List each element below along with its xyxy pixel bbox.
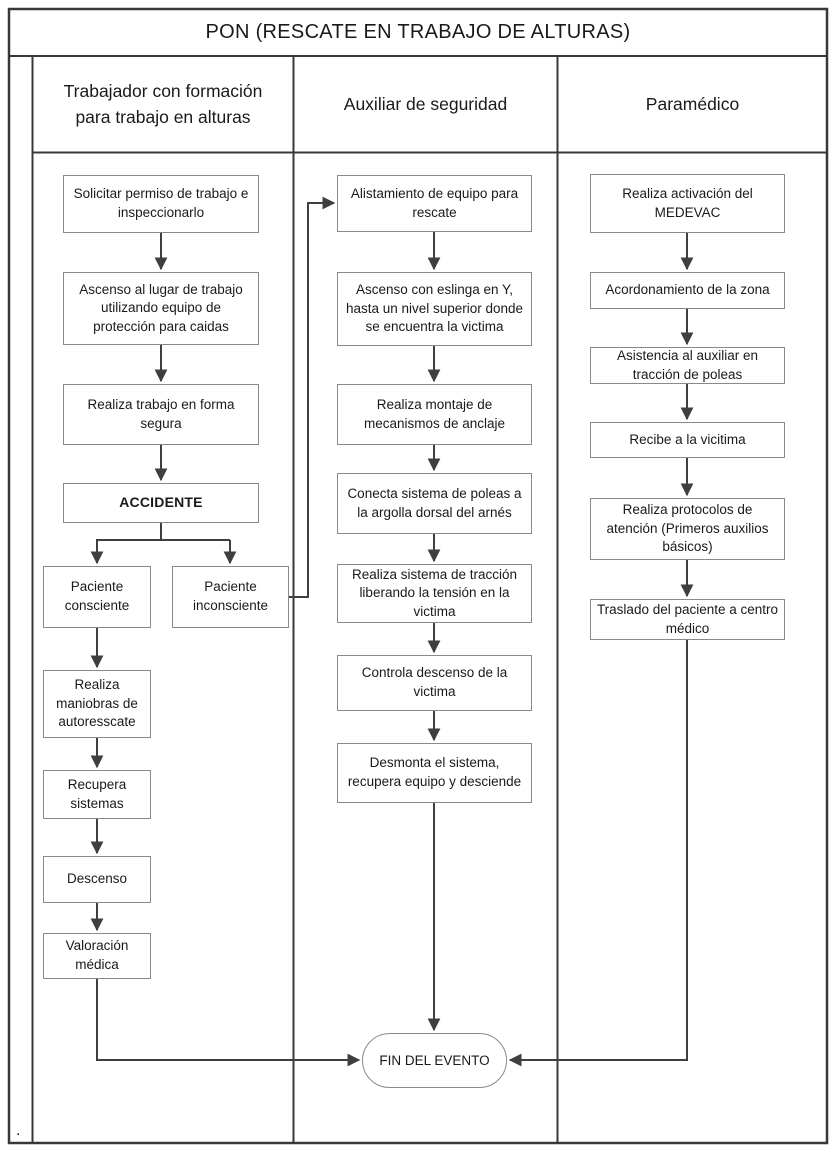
node-asistencia-auxiliar: Asistencia al auxiliar en tracción de poleas [590,347,785,384]
lane-header-paramedico: Paramédico [645,93,740,114]
node-ascenso-eslinga: Ascenso con eslinga en Y, hasta un nivel superior donde se encuentra la victima [337,272,532,346]
node-solicitar-permiso: Solicitar permiso de trabajo e inspeccionarlo [63,175,259,233]
node-alistamiento-equipo: Alistamiento de equipo para rescate [337,175,532,232]
node-recibe-victima: Recibe a la vicitima [590,422,785,458]
node-protocolos-atencion: Realiza protocolos de atención (Primeros auxilios básicos) [590,498,785,560]
node-controla-descenso: Controla descenso de la victima [337,655,532,711]
node-maniobras-autorescate: Realiza maniobras de autoresscate [43,670,151,738]
node-ascenso-lugar-trabajo: Ascenso al lugar de trabajo utilizando equipo de protección para caidas [63,272,259,345]
node-descenso: Descenso [43,856,151,903]
footnote-dot: . [16,1122,21,1139]
node-accidente: ACCIDENTE [63,483,259,523]
node-realiza-trabajo-seguro: Realiza trabajo en forma segura [63,384,259,445]
node-activacion-medevac: Realiza activación del MEDEVAC [590,174,785,233]
diagram-title: PON (RESCATE EN TRABAJO DE ALTURAS) [205,20,631,43]
lane-header-trabajador: Trabajador con formación para trabajo en alturas [63,81,263,127]
node-conecta-poleas: Conecta sistema de poleas a la argolla dorsal del arnés [337,473,532,534]
terminal-fin-evento: FIN DEL EVENTO [362,1033,507,1088]
lane-header-auxiliar: Auxiliar de seguridad [343,93,508,114]
node-montaje-anclaje: Realiza montaje de mecanismos de anclaje [337,384,532,445]
node-paciente-inconsciente: Paciente inconsciente [172,566,289,628]
node-recupera-sistemas: Recupera sistemas [43,770,151,819]
node-valoracion-medica: Valoración médica [43,933,151,979]
node-sistema-traccion: Realiza sistema de tracción liberando la tensión en la victima [337,564,532,623]
node-acordonamiento-zona: Acordonamiento de la zona [590,272,785,309]
node-desmonta-sistema: Desmonta el sistema, recupera equipo y desciende [337,743,532,803]
node-traslado-paciente: Traslado del paciente a centro médico [590,599,785,640]
node-paciente-consciente: Paciente consciente [43,566,151,628]
